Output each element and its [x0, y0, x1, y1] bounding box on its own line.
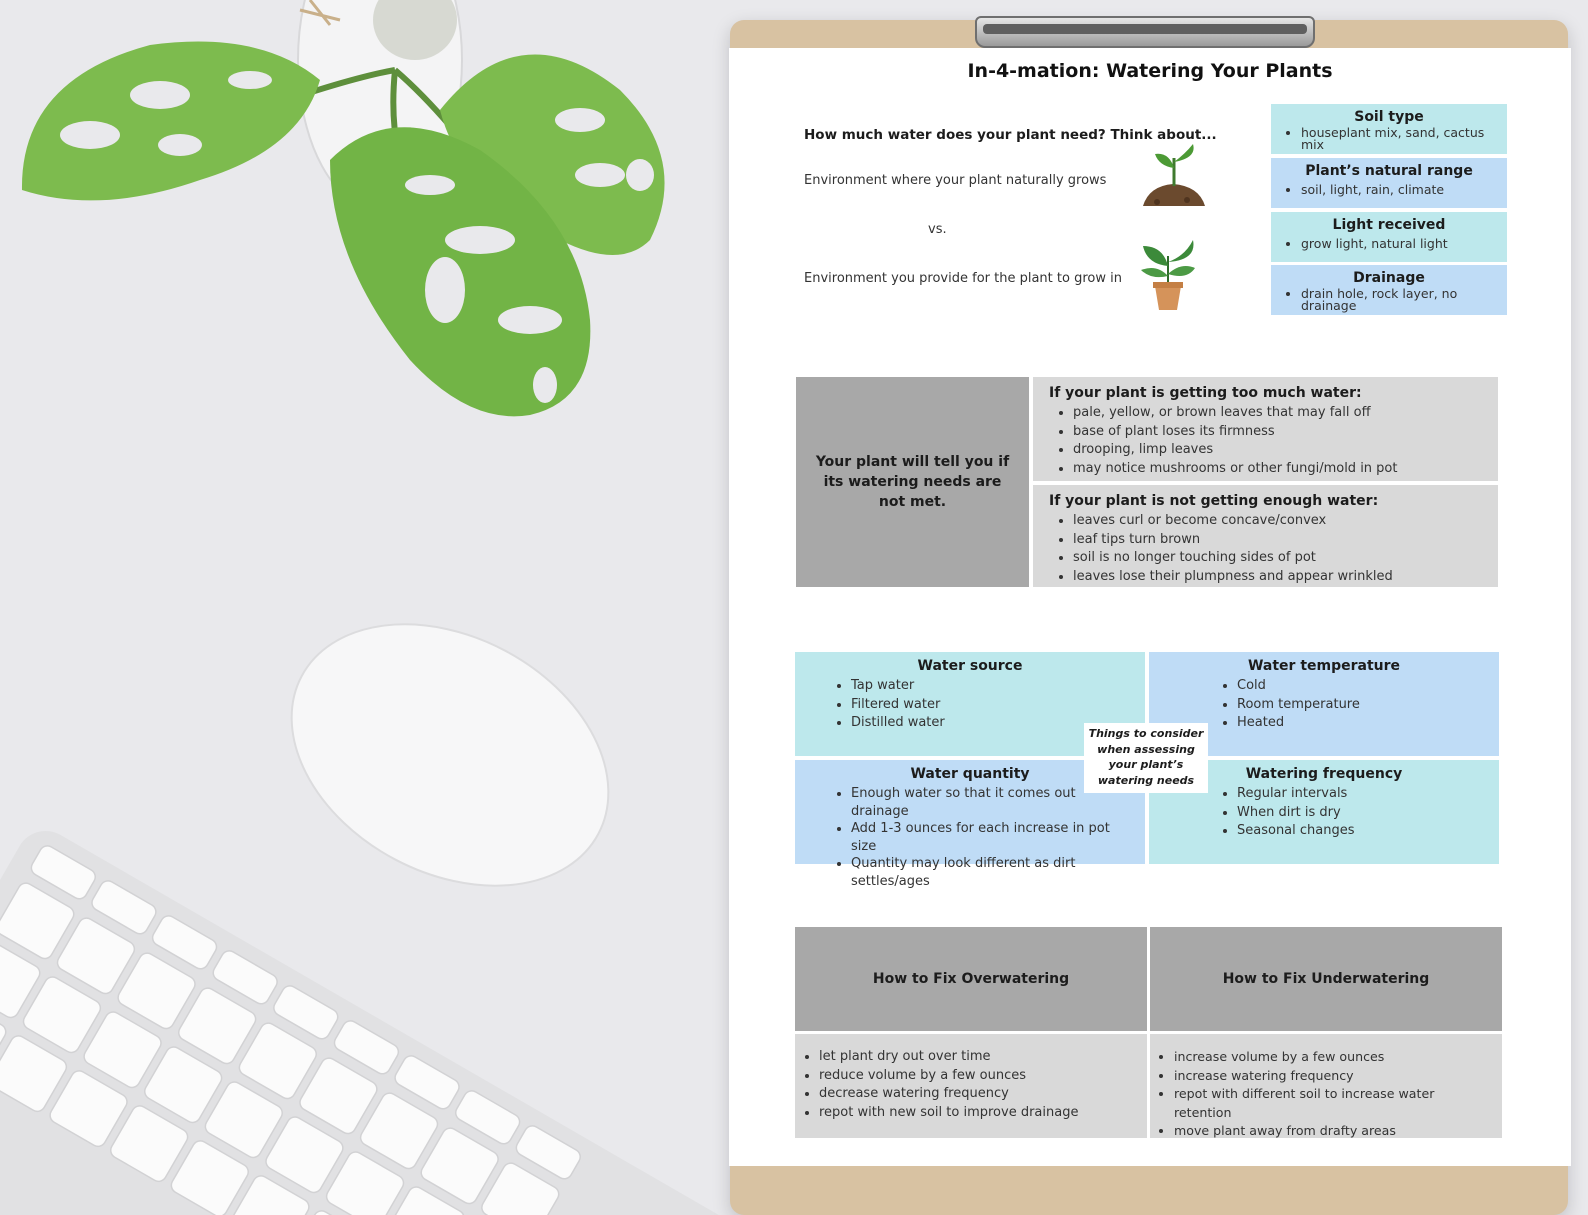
intro-natural: Environment where your plant naturally grows [804, 173, 1107, 188]
considerations-center-note: Things to consider when assessing your plant’s watering needs [1084, 723, 1208, 793]
intro-versus: vs. [928, 222, 947, 237]
factor-title: Drainage [1353, 270, 1425, 286]
watering-frequency-title: Watering frequency [1245, 766, 1403, 782]
factor-title: Plant’s natural range [1305, 163, 1473, 179]
list-item: • increase volume by a few ounces [1174, 1048, 1492, 1067]
potted-plant-icon [1137, 236, 1199, 312]
water-source-title: Water source [917, 658, 1023, 674]
list-item: • Add 1-3 ounces for each increase in pot size [851, 820, 1129, 855]
factor-item: • drain hole, rock layer, no drainage [1301, 288, 1497, 312]
clipboard-clip [975, 16, 1315, 48]
factor-drainage [1271, 265, 1507, 315]
list-item: • may notice mushrooms or other fungi/mold in pot [1073, 460, 1482, 479]
list-item: • Heated [1237, 714, 1483, 733]
keyboard [0, 820, 814, 1215]
list-item: • let plant dry out over time [819, 1048, 1137, 1067]
fix-overwatering-title: How to Fix Overwatering [795, 927, 1147, 1031]
seedling-soil-icon [1139, 140, 1209, 212]
too-much-water-box [1033, 377, 1498, 481]
list-item: • Cold [1237, 677, 1483, 696]
list-item: • Quantity may look different as dirt settles/ages [851, 855, 1129, 890]
list-item: • Filtered water [851, 696, 1129, 715]
not-enough-water-box [1033, 485, 1498, 587]
list-item: • pale, yellow, or brown leaves that may fall off [1073, 404, 1482, 423]
factor-soil-type [1271, 104, 1507, 154]
list-item: • When dirt is dry [1237, 804, 1483, 823]
fix-overwatering-list [795, 1034, 1147, 1138]
list-item: • leaf tips turn brown [1073, 531, 1482, 550]
list-item: • Room temperature [1237, 696, 1483, 715]
factor-light-received [1271, 212, 1507, 262]
list-item: • Seasonal changes [1237, 822, 1483, 841]
factor-item: • soil, light, rain, climate [1301, 181, 1497, 199]
not-enough-water-title: If your plant is not getting enough water: [1049, 493, 1379, 509]
factor-item: • houseplant mix, sand, cactus mix [1301, 127, 1497, 151]
list-item: • decrease watering frequency [819, 1085, 1137, 1104]
list-item: • leaves curl or become concave/convex [1073, 512, 1482, 531]
too-much-water-title: If your plant is getting too much water: [1049, 385, 1362, 401]
fix-underwatering-list [1150, 1034, 1502, 1138]
page-title: In-4-mation: Watering Your Plants [967, 60, 1333, 82]
list-item: • Tap water [851, 677, 1129, 696]
list-item: • reduce volume by a few ounces [819, 1067, 1137, 1086]
list-item: • base of plant loses its firmness [1073, 423, 1482, 442]
worksheet-paper [729, 48, 1571, 1166]
list-item: • repot with different soil to increase water retention [1174, 1085, 1492, 1122]
water-temperature-title: Water temperature [1247, 658, 1401, 674]
signs-label: Your plant will tell you if its watering needs are not met. [796, 377, 1029, 587]
list-item: • repot with new soil to improve drainage [819, 1104, 1137, 1123]
list-item: • move plant away from drafty areas [1174, 1122, 1492, 1141]
factor-title: Soil type [1354, 109, 1424, 125]
factor-natural-range [1271, 158, 1507, 208]
list-item: • leaves lose their plumpness and appear wrinkled [1073, 568, 1482, 587]
list-item: • increase watering frequency [1174, 1067, 1492, 1086]
intro-provided: Environment you provide for the plant to grow in [804, 271, 1122, 286]
intro-question: How much water does your plant need? Think about... [804, 127, 1217, 143]
list-item: • Distilled water [851, 714, 1129, 733]
computer-mouse [246, 572, 653, 938]
factor-item: • grow light, natural light [1301, 235, 1497, 253]
list-item: • soil is no longer touching sides of pot [1073, 549, 1482, 568]
water-quantity-title: Water quantity [910, 766, 1030, 782]
list-item: • drooping, limp leaves [1073, 441, 1482, 460]
fix-underwatering-title: How to Fix Underwatering [1150, 927, 1502, 1031]
list-item: • Regular intervals [1237, 785, 1483, 804]
list-item: • Enough water so that it comes out drainage [851, 785, 1129, 820]
factor-title: Light received [1332, 217, 1446, 233]
